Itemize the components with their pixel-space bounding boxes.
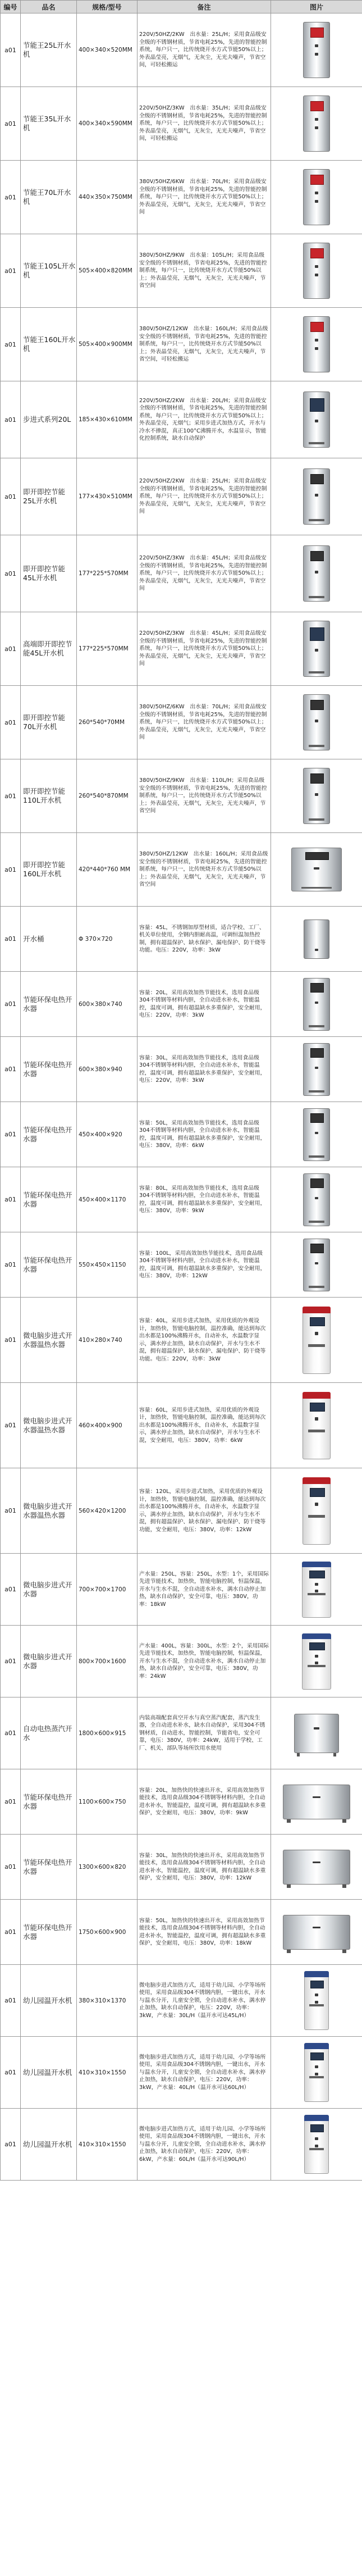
- row-picture: [271, 1383, 362, 1468]
- row-name: 即开即控节能70L开水机: [21, 686, 77, 759]
- table-row: [1, 1554, 362, 1626]
- row-picture: [271, 1037, 362, 1102]
- row-name: 即开即控节能45L开水机: [21, 535, 77, 612]
- row-picture: [271, 1232, 362, 1298]
- row-remark: 容量：120L，采用步进式加热，采用优质的外观设计，加热快，智能电脑控制，温控准确，能达到每次出水都是100%沸腾开水，自动补水，水温数字显示，满水停止加热，缺水自动保护，开水与生水不混，拥有超温保护、缺水保护、漏电保护、防干烧等功能，安全耐用，电压：380V，功率：12kW: [138, 1468, 271, 1554]
- row-remark: 容量：45L，不锈钢加厚型材质，适合学校、工厂、机关单位使用，全钢内胆耐高温，可调恒温加热控制，拥有超温保护、缺水保护、漏电保护、防干烧等功能。电压：220V，功率：3kW: [138, 907, 271, 972]
- row-picture: [271, 686, 362, 759]
- row-remark: 微电脑步进式加热方式，适用于幼儿园、小学等场所使用，采用食品级304不锈钢内胆，一键出水，开水与温水分开，儿童安全锁，全自动进水补水，满水停止加热，缺水自动保护，电压：220V，功率：6kW，产水量：60L/H（温开水可达90L/H）: [138, 2109, 271, 2181]
- product-photo-icon: [304, 1971, 329, 2030]
- row-remark: 380V/50HZ/12KW 出水量：160L/H；采用食品级安全级的不锈钢材质，节省电耗25%，先进的智能控制系统，每户只一，比传统烧开水方式节能50%以上；外表晶莹亮，无烟气，无灰尘，无光夫噪声，节省空间: [138, 833, 271, 907]
- row-picture: [271, 458, 362, 535]
- row-name: 微电脑步进式开水器温热水器: [21, 1298, 77, 1383]
- row-name: 节能王25L开水机: [21, 13, 77, 87]
- row-code: a01: [1, 234, 21, 308]
- table-row: [1, 234, 362, 308]
- product-photo-icon: [303, 169, 330, 225]
- product-photo-icon: [303, 1307, 331, 1374]
- row-remark: 微电脑步进式加热方式，适用于幼儿园、小学等场所使用，采用食品级304不锈钢内胆，一键出水，开水与温水分开，儿童安全锁，全自动进水补水，满水停止加热，缺水自动保护，电压：220V，功率：3kW，产水量：30L/H（温开水可达45L/H）: [138, 1965, 271, 2037]
- row-code: a01: [1, 1102, 21, 1167]
- row-code: a01: [1, 833, 21, 907]
- row-spec: 1750×600×900: [77, 1900, 138, 1965]
- product-photo-icon: [283, 1850, 350, 1885]
- table-row: [1, 1102, 362, 1167]
- table-row: [1, 2037, 362, 2109]
- row-picture: [271, 972, 362, 1037]
- row-code: a01: [1, 759, 21, 833]
- product-photo-icon: [303, 1239, 330, 1291]
- row-picture: [271, 1626, 362, 1697]
- row-name: 节能环保电热开水器: [21, 1835, 77, 1900]
- row-name: 幼儿园温开水机: [21, 1965, 77, 2037]
- row-code: a01: [1, 1232, 21, 1298]
- row-remark: 容量：80L，采用高效加热节能技术，选用食品级304不锈钢等材料内胆，全自动进水补水，智能温控，温度可调，拥有超温缺水多重保护，安全耐用，电压：380V，功率：9kW: [138, 1167, 271, 1232]
- header-remark: 备注: [138, 1, 271, 13]
- row-spec: 460×400×900: [77, 1383, 138, 1468]
- row-code: a01: [1, 1769, 21, 1835]
- product-photo-icon: [303, 768, 330, 824]
- row-picture: [271, 1554, 362, 1626]
- row-name: 开水桶: [21, 907, 77, 972]
- table-row: [1, 759, 362, 833]
- product-photo-icon: [303, 392, 330, 448]
- row-spec: 177×430×510MM: [77, 458, 138, 535]
- row-picture: [271, 308, 362, 381]
- product-photo-icon: [303, 1392, 331, 1459]
- table-header-row: [1, 1, 362, 13]
- row-code: a01: [1, 686, 21, 759]
- table-row: [1, 1468, 362, 1554]
- row-name: 即开即控节能160L开水机: [21, 833, 77, 907]
- table-row: [1, 1383, 362, 1468]
- row-remark: 220V/50HZ/3KW 出水量：45L/H；采用食品级安全级的不锈钢材质，节省电耗25%，先进的智能控制系统，每户只一，比传统烧开水方式节能50%以上；外表晶莹亮，无烟气，无灰尘，无光夫噪声，节省空间: [138, 535, 271, 612]
- row-spec: 505×400×820MM: [77, 234, 138, 308]
- row-code: a01: [1, 161, 21, 234]
- row-code: a01: [1, 87, 21, 161]
- product-photo-icon: [303, 978, 330, 1031]
- row-spec: 177*225*570MM: [77, 535, 138, 612]
- product-photo-icon: [303, 316, 330, 372]
- product-photo-icon: [303, 243, 330, 299]
- product-photo-icon: [291, 848, 342, 891]
- row-spec: 400×340×520MM: [77, 13, 138, 87]
- row-name: 节能环保电热开水器: [21, 1037, 77, 1102]
- row-remark: 220V/50HZ/3KW 出水量：35L/H；采用食品级安全级的不锈钢材质，节省电耗25%，先进的智能控制系统，每户只一，比传统烧开水方式节能50%以上；外表晶莹亮，无烟气，无灰尘，无光夫噪声，节省空间，可轻松搬运: [138, 87, 271, 161]
- row-name: 即开即控节能25L开水机: [21, 458, 77, 535]
- row-remark: 内装高端配套真空开水与真空蒸汽配套，蒸汽发生器，全自动进水补水，缺水自动保护，采用304不锈钢材质，自动进水，智能控制，节能省电，安全可靠，电压：380V，功率：24kW，适用于学校、工厂、机关、部队等场所饮用水使用: [138, 1697, 271, 1769]
- product-photo-icon: [303, 1108, 330, 1161]
- row-remark: 产水量：400L，容量：300L，水型：2个，采用国际先进节能技术，加热快，智能电脑控制，恒温保温，开水与生水不混，全自动进水补水，满水自动停止加热，缺水自动保护，安全可靠，电压：380V，功率：24kW: [138, 1626, 271, 1697]
- row-spec: 505×400×900MM: [77, 308, 138, 381]
- row-picture: [271, 1965, 362, 2037]
- table-row: [1, 1769, 362, 1835]
- table-row: [1, 612, 362, 686]
- row-picture: [271, 1769, 362, 1835]
- row-picture: [271, 161, 362, 234]
- row-spec: 450×400×1170: [77, 1167, 138, 1232]
- row-picture: [271, 1298, 362, 1383]
- row-picture: [271, 1900, 362, 1965]
- row-name: 节能王35L开水机: [21, 87, 77, 161]
- row-spec: 177*225*570MM: [77, 612, 138, 686]
- row-code: a01: [1, 1468, 21, 1554]
- table-row: [1, 1965, 362, 2037]
- row-code: a01: [1, 1037, 21, 1102]
- product-photo-icon: [303, 22, 330, 78]
- row-remark: 微电脑步进式加热方式，适用于幼儿园、小学等场所使用，采用食品级304不锈钢内胆，一键出水，开水与温水分开，儿童安全锁，全自动进水补水，满水停止加热，缺水自动保护，电压：220V，功率：3kW，产水量：40L/H（温开水可达60L/H）: [138, 2037, 271, 2109]
- table-row: [1, 1298, 362, 1383]
- row-spec: 1300×600×820: [77, 1835, 138, 1900]
- row-name: 节能环保电热开水器: [21, 1167, 77, 1232]
- row-remark: 220V/50HZ/2KW 出水量：25L/H；采用食品级安全级的不锈钢材质，节省电耗25%，先进的智能控制系统，每户只一，比传统烧开水方式节能50%以上；外表晶莹亮，无烟气，无灰尘，无光夫噪声，节省空间，可轻松搬运: [138, 13, 271, 87]
- row-remark: 380V/50HZ/12KW 出水量：160L/H；采用食品级安全级的不锈钢材质，节省电耗25%，先进的智能控制系统，每户只一，比传统烧开水方式节能50%以上；外表晶莹亮，无烟气，无灰尘，无光夫噪声，节省空间，可轻松搬运: [138, 308, 271, 381]
- table-row: [1, 87, 362, 161]
- table-row: [1, 1232, 362, 1298]
- row-picture: [271, 234, 362, 308]
- table-row: [1, 535, 362, 612]
- product-photo-icon: [303, 95, 330, 152]
- row-picture: [271, 13, 362, 87]
- table-body: [1, 13, 362, 2181]
- row-picture: [271, 1102, 362, 1167]
- row-spec: 380×310×1370: [77, 1965, 138, 2037]
- row-picture: [271, 833, 362, 907]
- row-remark: 容量：50L，采用高效加热节能技术，选用食品级304不锈钢等材料内胆，全自动进水补水，智能温控，温度可调，拥有超温缺水多重保护，安全耐用，电压：380V，功率：6kW: [138, 1102, 271, 1167]
- row-spec: 450×400×920: [77, 1102, 138, 1167]
- row-code: a01: [1, 308, 21, 381]
- row-picture: [271, 612, 362, 686]
- row-name: 节能环保电热开水器: [21, 1232, 77, 1298]
- product-photo-icon: [303, 621, 330, 677]
- product-photo-icon: [303, 1043, 330, 1096]
- product-photo-icon: [304, 2043, 329, 2102]
- row-remark: 容量：30L，加热快的快速出开水，采用高效加热节能技术，选用食品级304不锈钢等材料内胆，全自动进水补水，智能温控，温度可调，拥有超温缺水多重保护，安全耐用，电压：380V，功率：12kW: [138, 1835, 271, 1900]
- table-row: [1, 458, 362, 535]
- row-remark: 380V/50HZ/6KW 出水量：70L/H；采用食品级安全级的不锈钢材质，节省电耗25%，先进的智能控制系统，每户只一，比传统烧开水方式节能50%以上；外表晶莹亮，无烟气，无灰尘，无光夫噪声，节省空间: [138, 686, 271, 759]
- table-row: [1, 686, 362, 759]
- product-photo-icon: [302, 1633, 331, 1690]
- row-spec: 600×380×740: [77, 972, 138, 1037]
- row-picture: [271, 1167, 362, 1232]
- row-name: 即开即控节能110L开水机: [21, 759, 77, 833]
- row-code: a01: [1, 972, 21, 1037]
- table-row: [1, 381, 362, 458]
- product-photo-icon: [303, 1477, 331, 1545]
- row-spec: Φ 370×720: [77, 907, 138, 972]
- row-spec: 410×280×740: [77, 1298, 138, 1383]
- table-row: [1, 1697, 362, 1769]
- row-code: a01: [1, 1626, 21, 1697]
- product-photo-icon: [303, 1173, 330, 1226]
- table-row: [1, 972, 362, 1037]
- row-spec: 700×700×1700: [77, 1554, 138, 1626]
- row-picture: [271, 1697, 362, 1769]
- row-code: a01: [1, 381, 21, 458]
- row-code: a01: [1, 2037, 21, 2109]
- row-name: 高端即开即控节能45L开水机: [21, 612, 77, 686]
- row-code: a01: [1, 1554, 21, 1626]
- row-spec: 600×380×940: [77, 1037, 138, 1102]
- row-spec: 1800×600×915: [77, 1697, 138, 1769]
- row-remark: 容量：30L，采用高效加热节能技术，选用食品级304不锈钢等材料内胆，全自动进水补水，智能温控，温度可调，拥有超温缺水多重保护，安全耐用，电压：220V，功率：3kW: [138, 1037, 271, 1102]
- row-name: 微电脑步进式开水器温热水器: [21, 1468, 77, 1554]
- row-picture: [271, 1468, 362, 1554]
- row-picture: [271, 759, 362, 833]
- row-code: a01: [1, 2109, 21, 2181]
- row-spec: 560×420×1200: [77, 1468, 138, 1554]
- row-code: a01: [1, 1965, 21, 2037]
- product-photo-icon: [303, 545, 330, 602]
- row-spec: 1100×600×750: [77, 1769, 138, 1835]
- row-picture: [271, 907, 362, 972]
- row-code: a01: [1, 458, 21, 535]
- product-photo-icon: [294, 1714, 339, 1753]
- row-name: 微电脑步进式开水器温热水器: [21, 1383, 77, 1468]
- row-remark: 容量：100L，采用高效加热节能技术，选用食品级304不锈钢等材料内胆，全自动进水补水，智能温控，温度可调，拥有超温缺水多重保护，安全耐用，电压：380V，功率：12kW: [138, 1232, 271, 1298]
- row-code: a01: [1, 1835, 21, 1900]
- product-photo-icon: [283, 1915, 350, 1950]
- row-name: 节能王160L开水机: [21, 308, 77, 381]
- row-remark: 容量：50L，加热快的快速出开水，采用高效加热节能技术，选用食品级304不锈钢等材料内胆，全自动进水补水，智能温控，温度可调，拥有超温缺水多重保护，安全耐用，电压：380V，功率：18kW: [138, 1900, 271, 1965]
- header-pic: 图片: [271, 1, 362, 13]
- table-row: [1, 833, 362, 907]
- table-row: [1, 2109, 362, 2181]
- row-spec: 400×340×590MM: [77, 87, 138, 161]
- row-name: 幼儿园温开水机: [21, 2109, 77, 2181]
- row-name: 幼儿园温开水机: [21, 2037, 77, 2109]
- row-name: 节能环保电热开水器: [21, 1102, 77, 1167]
- product-photo-icon: [303, 694, 330, 750]
- row-name: 节能王105L开水机: [21, 234, 77, 308]
- table-row: [1, 1626, 362, 1697]
- row-name: 步进式系列20L: [21, 381, 77, 458]
- row-picture: [271, 1835, 362, 1900]
- row-name: 节能王70L开水机: [21, 161, 77, 234]
- header-code: 编号: [1, 1, 21, 13]
- row-code: a01: [1, 907, 21, 972]
- row-spec: 420*440*760 MM: [77, 833, 138, 907]
- row-remark: 产水量：250L，容量：250L，水型：1个，采用国际先进节能技术，加热快，智能电脑控制，恒温保温，开水与生水不混，全自动进水补水，满水自动停止加热，缺水自动保护，安全可靠，电压：380V，功率：18kW: [138, 1554, 271, 1626]
- table-row: [1, 13, 362, 87]
- row-spec: 410×310×1550: [77, 2037, 138, 2109]
- header-name: 品名: [21, 1, 77, 13]
- table-row: [1, 907, 362, 972]
- row-code: a01: [1, 1383, 21, 1468]
- table-row: [1, 1167, 362, 1232]
- row-remark: 容量：40L，采用步进式加热，采用优质的外观设计，加热快，智能电脑控制，温控准确，能达到每次出水都是100%沸腾开水，自动补水，水温数字显示，满水停止加热，缺水自动保护，开水与生水不混，拥有超温保护、缺水保护、漏电保护、防干烧等功能。电压：220V，功率：3kW: [138, 1298, 271, 1383]
- row-code: a01: [1, 1298, 21, 1383]
- row-code: a01: [1, 13, 21, 87]
- row-name: 微电脑步进式开水器: [21, 1554, 77, 1626]
- row-code: a01: [1, 1900, 21, 1965]
- row-spec: 550×450×1150: [77, 1232, 138, 1298]
- row-name: 节能环保电热开水器: [21, 972, 77, 1037]
- row-spec: 440×350×750MM: [77, 161, 138, 234]
- product-photo-icon: [303, 468, 330, 525]
- row-remark: 容量：60L，采用步进式加热，采用优质的外观设计，加热快，智能电脑控制，温控准确，能达到每次出水都是100%沸腾开水，自动补水，水温数字显示，满水停止加热，缺水自动保护，开水与生水不混，安全耐用，电压：380V，功率：6kW: [138, 1383, 271, 1468]
- row-spec: 410×310×1550: [77, 2109, 138, 2181]
- row-remark: 220V/50HZ/2KW 出水量：25L/H；采用食品级安全级的不锈钢材质，节省电耗25%，先进的智能控制系统，每户只一，比传统烧开水方式节能50%以上；外表晶莹亮，无烟气，无灰尘，无光夫噪声，节省空间: [138, 458, 271, 535]
- row-remark: 容量：20L，采用高效加热节能技术，选用食品级304不锈钢等材料内胆，全自动进水补水，智能温控，温度可调，拥有超温缺水多重保护，安全耐用，电压：220V，功率：3kW: [138, 972, 271, 1037]
- header-spec: 规格/型号: [77, 1, 138, 13]
- row-remark: 220V/50HZ/2KW 出水量：20L/H；采用食品级安全级的不锈钢材质，节省电耗25%，先进的智能控制系统，每户只一，比传统烧开水方式节能50%以上；外表晶莹亮，无烟气；采用步进式加热方式，开水与冷水不掺混，真正100°C沸腾开水，水温显示，智能化控制系统，缺水自动保护: [138, 381, 271, 458]
- row-picture: [271, 2109, 362, 2181]
- table-row: [1, 308, 362, 381]
- row-remark: 容量：20L，加热快的快速出开水，采用高效加热节能技术，选用食品级304不锈钢等材料内胆，全自动进水补水，智能温控，温度可调，拥有超温缺水多重保护，安全耐用，电压：380V，功率：9kW: [138, 1769, 271, 1835]
- row-picture: [271, 381, 362, 458]
- row-name: 自动电热蒸汽开水: [21, 1697, 77, 1769]
- row-remark: 220V/50HZ/3KW 出水量：45L/H；采用食品级安全级的不锈钢材质，节省电耗25%，先进的智能控制系统，每户只一，比传统烧开水方式节能50%以上；外表晶莹亮，无烟气，无灰尘，无光夫噪声，节省空间: [138, 612, 271, 686]
- row-remark: 380V/50HZ/6KW 出水量：70L/H；采用食品级安全级的不锈钢材质，节省电耗25%，先进的智能控制系统，每户只一，比传统烧开水方式节能50%以上；外表晶莹亮，无烟气，无灰尘，无光夫噪声，节省空间: [138, 161, 271, 234]
- table-row: [1, 1835, 362, 1900]
- row-code: a01: [1, 1167, 21, 1232]
- row-spec: 185×430×610MM: [77, 381, 138, 458]
- product-photo-icon: [283, 1785, 350, 1819]
- row-spec: 800×700×1600: [77, 1626, 138, 1697]
- row-code: a01: [1, 612, 21, 686]
- product-photo-icon: [304, 920, 329, 959]
- row-picture: [271, 535, 362, 612]
- product-photo-icon: [302, 1562, 331, 1618]
- table-row: [1, 161, 362, 234]
- row-name: 节能环保电热开水器: [21, 1900, 77, 1965]
- row-code: a01: [1, 1697, 21, 1769]
- row-name: 微电脑步进式开水器: [21, 1626, 77, 1697]
- table-row: [1, 1037, 362, 1102]
- row-name: 节能环保电热开水器: [21, 1769, 77, 1835]
- row-spec: 260*540*870MM: [77, 759, 138, 833]
- product-photo-icon: [304, 2115, 329, 2174]
- table-row: [1, 1900, 362, 1965]
- row-remark: 380V/50HZ/9KW 出水量：105L/H；采用食品级安全级的不锈钢材质，节省电耗25%，先进的智能控制系统，每户只一，比传统烧开水方式节能50%以上；外表晶莹亮，无烟气，无灰尘，无光夫噪声，节省空间: [138, 234, 271, 308]
- row-spec: 260*540*70MM: [77, 686, 138, 759]
- row-picture: [271, 87, 362, 161]
- row-picture: [271, 2037, 362, 2109]
- row-remark: 380V/50HZ/9KW 出水量：110L/H；采用食品级安全级的不锈钢材质，节省电耗25%，先进的智能控制系统，每户只一，比传统烧开水方式节能50%以上；外表晶莹亮，无烟气，无灰尘，无光夫噪声，节省空间: [138, 759, 271, 833]
- row-code: a01: [1, 535, 21, 612]
